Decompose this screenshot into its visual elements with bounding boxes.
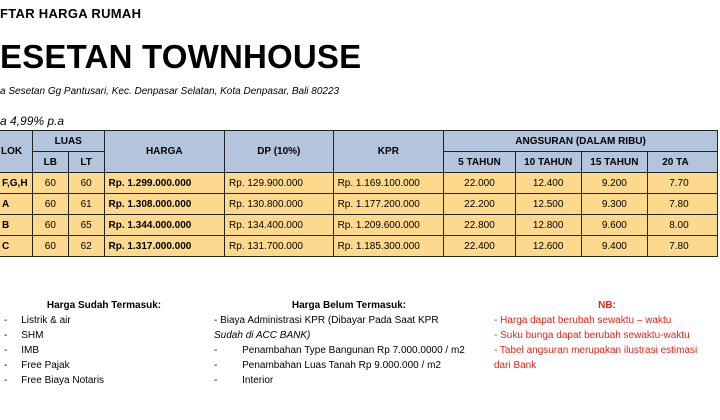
table-header-row [0,131,718,152]
cell-kpr: Rp. 1.177.200.000 [333,194,444,215]
cell-10-tahun: 12.400 [515,173,581,194]
col-dp: DP (10%) [225,131,334,173]
col-5-tahun: 5 TAHUN [444,152,516,173]
cell-15-tahun: 9.600 [581,215,648,236]
excluded-title: Harga Belum Termasuk: [291,300,407,311]
cell-dp: Rp. 130.800.000 [225,194,334,215]
cell-20-tahun: 8.00 [648,215,718,236]
list-item: - Tabel angsuran merupakan ilustrasi estimasi [494,345,698,356]
cell-lt: 61 [68,194,104,215]
cell-lt: 62 [68,236,104,257]
cell-blok: A [0,194,32,215]
cell-10-tahun: 12.500 [515,194,581,215]
cell-dp: Rp. 129.900.000 [225,173,334,194]
interest-rate: a 4,99% p.a [0,114,65,128]
cell-blok: C [0,236,32,257]
cell-harga: Rp. 1.299.000.000 [104,173,225,194]
col-luas: LUAS [32,131,104,152]
cell-20-tahun: 7.80 [648,194,718,215]
notes-section [494,298,720,373]
cell-20-tahun: 7.70 [648,173,718,194]
list-item: - Suku bunga dapat berubah sewaktu-waktu [494,330,690,341]
list-item: - Free Biaya Notaris [4,375,105,386]
excluded-section [214,298,484,388]
list-item: - SHM [4,330,44,341]
col-angsuran: ANGSURAN (DALAM RIBU) [444,131,718,152]
cell-kpr: Rp. 1.169.100.000 [333,173,444,194]
list-item: - Free Pajak [4,360,70,371]
list-item: Sudah di ACC BANK) [214,330,311,341]
list-item: - Penambahan Type Bangunan Rp 7.000.0000 / m2 [214,345,465,356]
cell-blok: B [0,215,32,236]
list-item: - IMB [4,345,40,356]
cell-lb: 60 [32,215,68,236]
included-title: Harga Sudah Termasuk: [46,300,162,311]
cell-kpr: Rp. 1.185.300.000 [333,236,444,257]
cell-dp: Rp. 131.700.000 [225,236,334,257]
list-item: - Harga dapat berubah sewaktu – waktu [494,315,672,326]
col-lb: LB [32,152,68,173]
table-row [0,236,718,257]
list-item: - Listrik & air [4,315,71,326]
table-row [0,215,718,236]
cell-harga: Rp. 1.308.000.000 [104,194,225,215]
doc-subtitle: FTAR HARGA RUMAH [0,6,142,21]
cell-harga: Rp. 1.317.000.000 [104,236,225,257]
address-line: a Sesetan Gg Pantusari, Kec. Denpasar Selatan, Kota Denpasar, Bali 80223 [0,86,340,97]
cell-15-tahun: 9.200 [581,173,648,194]
cell-5-tahun: 22.000 [444,173,516,194]
col-blok: LOK [0,131,32,173]
list-item: - Interior [214,375,274,386]
cell-5-tahun: 22.400 [444,236,516,257]
cell-kpr: Rp. 1.209.600.000 [333,215,444,236]
price-table [0,130,718,257]
col-lt: LT [68,152,104,173]
table-row [0,173,718,194]
cell-lt: 60 [68,173,104,194]
list-item: - Biaya Administrasi KPR (Dibayar Pada Saat KPR [214,315,439,326]
col-15-tahun: 15 TAHUN [581,152,648,173]
cell-lb: 60 [32,194,68,215]
col-harga: HARGA [104,131,225,173]
cell-blok: F,G,H [0,173,32,194]
cell-dp: Rp. 134.400.000 [225,215,334,236]
doc-title: ESETAN TOWNHOUSE [0,38,362,75]
cell-10-tahun: 12.600 [515,236,581,257]
cell-5-tahun: 22.800 [444,215,516,236]
notes-title: NB: [598,300,616,311]
col-10-tahun: 10 TAHUN [515,152,581,173]
included-section [4,298,204,388]
cell-15-tahun: 9.300 [581,194,648,215]
cell-10-tahun: 12.800 [515,215,581,236]
cell-lb: 60 [32,173,68,194]
col-20-tahun: 20 TA [648,152,718,173]
list-item: dari Bank [494,360,537,371]
cell-5-tahun: 22.200 [444,194,516,215]
cell-15-tahun: 9.400 [581,236,648,257]
cell-20-tahun: 7.80 [648,236,718,257]
cell-harga: Rp. 1.344.000.000 [104,215,225,236]
col-kpr: KPR [333,131,444,173]
table-row [0,194,718,215]
cell-lb: 60 [32,236,68,257]
cell-lt: 65 [68,215,104,236]
list-item: - Penambahan Luas Tanah Rp 9.000.000 / m2 [214,360,441,371]
